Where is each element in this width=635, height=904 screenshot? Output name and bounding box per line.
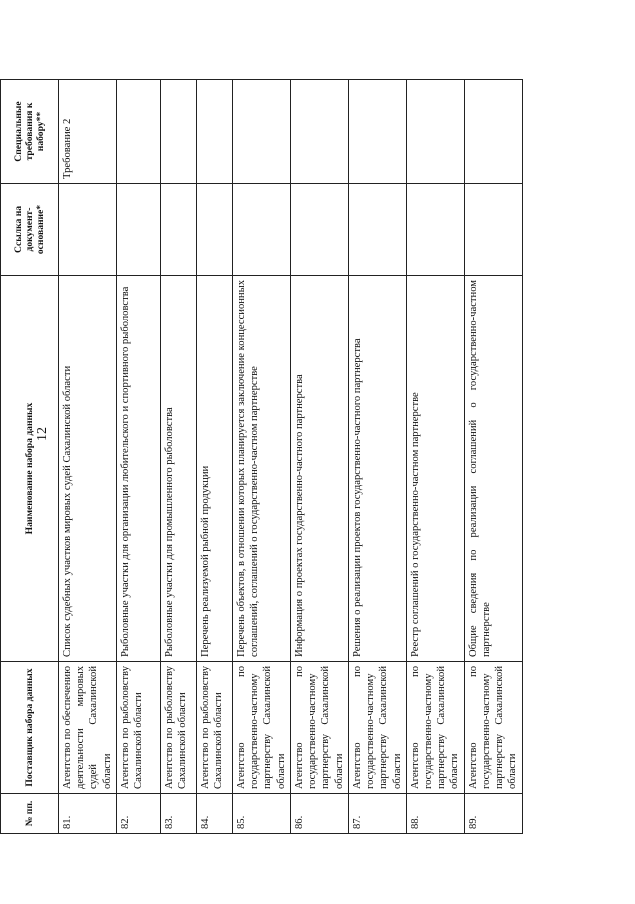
row-requirements <box>348 80 406 184</box>
row-provider: Агентство по государственно-частному партнерству Сахалинской области <box>348 662 406 794</box>
table-row <box>160 80 196 834</box>
datasets-table <box>0 79 523 834</box>
row-name: Рыболовные участки для промышленного рыболовства <box>160 276 196 662</box>
row-name: Информация о проектах государственно-частного партнерства <box>290 276 348 662</box>
row-requirements: Требование 2 <box>59 80 117 184</box>
row-reference <box>406 184 464 276</box>
row-provider: Агентство по обеспечению деятельности мировых судей Сахалинской области <box>59 662 117 794</box>
row-provider: Агентство по рыболовству Сахалинской области <box>116 662 160 794</box>
row-requirements <box>232 80 290 184</box>
row-num: 84. <box>196 794 232 834</box>
row-name: Рыболовные участки для организации любительского и спортивного рыболовства <box>116 276 160 662</box>
row-num: 88. <box>406 794 464 834</box>
row-num: 81. <box>59 794 117 834</box>
row-provider: Агентство по рыболовству Сахалинской области <box>196 662 232 794</box>
header-reference: Ссылка на документ-основание* <box>1 184 59 276</box>
row-name: Список судебных участков мировых судей Сахалинской области <box>59 276 117 662</box>
row-num: 87. <box>348 794 406 834</box>
table-row <box>116 80 160 834</box>
table-row <box>232 80 290 834</box>
row-reference <box>116 184 160 276</box>
row-name: Общие сведения по реализации соглашений о государственно-частном партнерстве <box>464 276 522 662</box>
header-num: № пп. <box>1 794 59 834</box>
row-reference <box>160 184 196 276</box>
row-requirements <box>464 80 522 184</box>
header-provider: Поставщик набора данных <box>1 662 59 794</box>
table-row <box>348 80 406 834</box>
row-provider: Агентство по государственно-частному партнерству Сахалинской области <box>290 662 348 794</box>
table-row <box>464 80 522 834</box>
table-header-row <box>1 80 59 834</box>
table-row <box>406 80 464 834</box>
row-reference <box>464 184 522 276</box>
row-provider: Агентство по государственно-частному партнерству Сахалинской области <box>406 662 464 794</box>
row-requirements <box>290 80 348 184</box>
row-provider: Агентство по государственно-частному партнерству Сахалинской области <box>232 662 290 794</box>
table-row <box>59 80 117 834</box>
row-requirements <box>196 80 232 184</box>
row-reference <box>232 184 290 276</box>
table-row <box>196 80 232 834</box>
row-name: Перечень реализуемой рыбной продукции <box>196 276 232 662</box>
row-provider: Агентство по рыболовству Сахалинской области <box>160 662 196 794</box>
row-reference <box>59 184 117 276</box>
rotated-table-container <box>0 80 519 834</box>
table-row <box>290 80 348 834</box>
row-reference <box>290 184 348 276</box>
row-num: 83. <box>160 794 196 834</box>
row-reference <box>348 184 406 276</box>
row-requirements <box>160 80 196 184</box>
page-number: 12 <box>35 427 50 441</box>
row-num: 85. <box>232 794 290 834</box>
row-name: Реестр соглашений о государственно-частном партнерстве <box>406 276 464 662</box>
row-reference <box>196 184 232 276</box>
row-requirements <box>116 80 160 184</box>
row-provider: Агентство по государственно-частному партнерству Сахалинской области <box>464 662 522 794</box>
row-num: 89. <box>464 794 522 834</box>
row-name: Решения о реализации проектов государственно-частного партнерства <box>348 276 406 662</box>
header-requirements: Специальные требования к набору** <box>1 80 59 184</box>
row-name: Перечень объектов, в отношении которых планируется заключение концессионных соглашений, соглашений о государственно-частном партнерстве <box>232 276 290 662</box>
row-num: 86. <box>290 794 348 834</box>
row-requirements <box>406 80 464 184</box>
header-name: Наименование набора данных <box>1 276 59 662</box>
row-num: 82. <box>116 794 160 834</box>
